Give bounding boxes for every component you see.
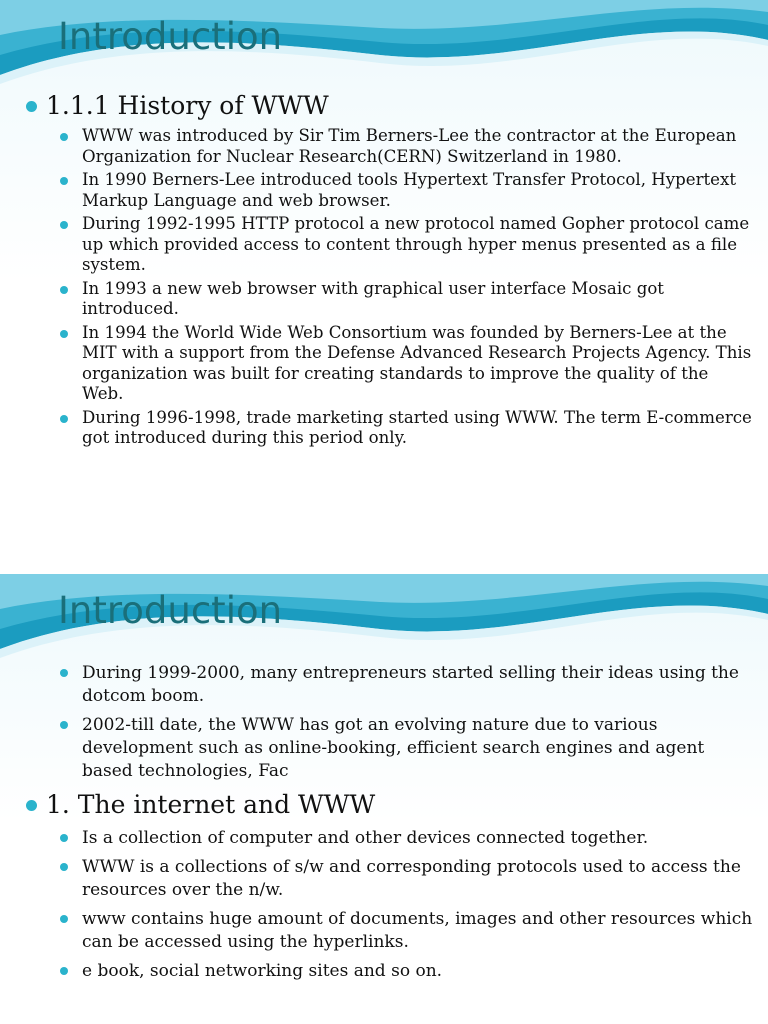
bullet-icon: [26, 800, 37, 811]
section-heading-text: 1. The internet and WWW: [46, 790, 376, 819]
section-heading: [22, 92, 754, 120]
bullet-icon: [60, 415, 68, 423]
bullet-icon: [26, 101, 37, 112]
bullet-icon: [60, 669, 68, 677]
bullet-icon: [60, 834, 68, 842]
bullet-icon: [60, 330, 68, 338]
list-item: During 1996-1998, trade marketing started using WWW. The term E-commerce got introduced during this period only.: [60, 408, 754, 449]
list-item: WWW was introduced by Sir Tim Berners-Lee the contractor at the European Organization for Nuclear Research(CERN) Switzerland in 1980.: [60, 126, 754, 167]
bullet-icon: [60, 967, 68, 975]
list-item: www contains huge amount of documents, images and other resources which can be accessed using the hyperlinks.: [60, 908, 754, 954]
bullet-icon: [60, 721, 68, 729]
section-heading: [22, 791, 754, 819]
list-item: WWW is a collections of s/w and corresponding protocols used to access the resources over the n/w.: [60, 856, 754, 902]
slide-2: [0, 574, 768, 1024]
section-heading-text: 1.1.1 History of WWW: [46, 91, 329, 120]
bullet-icon: [60, 863, 68, 871]
list-item: 2002-till date, the WWW has got an evolving nature due to various development such as online-booking, efficient search engines and agent based technologies, Fac: [60, 714, 754, 783]
list-item: During 1999-2000, many entrepreneurs started selling their ideas using the dotcom boom.: [60, 662, 754, 708]
list-item: In 1990 Berners-Lee introduced tools Hypertext Transfer Protocol, Hypertext Markup Language and web browser.: [60, 170, 754, 211]
list-item: During 1992-1995 HTTP protocol a new protocol named Gopher protocol came up which provided access to content through hyper menus presented as a file system.: [60, 214, 754, 276]
list-item: e book, social networking sites and so on.: [60, 960, 754, 983]
list-item: In 1993 a new web browser with graphical user interface Mosaic got introduced.: [60, 279, 754, 320]
list-item: In 1994 the World Wide Web Consortium was founded by Berners-Lee at the MIT with a support from the Defense Advanced Research Projects Agency. This organization was built for creating standards to improve the quality of the Web.: [60, 323, 754, 405]
bullet-icon: [60, 286, 68, 294]
internet-bullet-list: [60, 827, 754, 983]
slide-title: Introduction: [58, 15, 283, 58]
timeline-bullet-list: [60, 662, 754, 783]
slide-title: Introduction: [58, 589, 283, 632]
bullet-icon: [60, 133, 68, 141]
history-bullet-list: [60, 126, 754, 449]
list-item: Is a collection of computer and other devices connected together.: [60, 827, 754, 850]
bullet-icon: [60, 221, 68, 229]
bullet-icon: [60, 915, 68, 923]
bullet-icon: [60, 177, 68, 185]
